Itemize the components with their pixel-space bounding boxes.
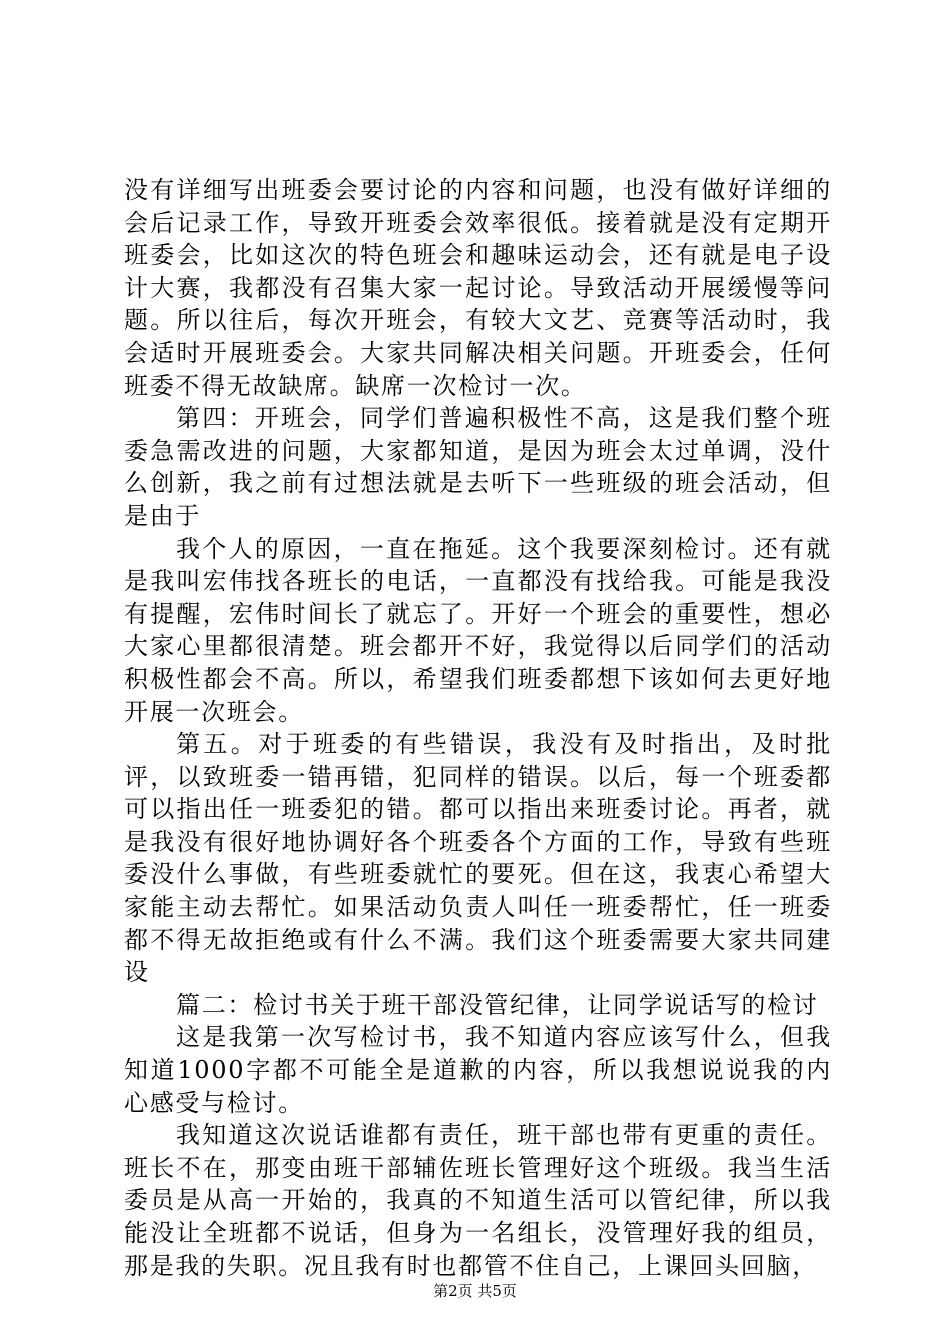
paragraph-first-self-criticism: 这是我第一次写检讨书，我不知道内容应该写什么，但我知道1000字都不可能全是道歉的内容，所以我想说说我的内心感受与检讨。 [124, 1023, 832, 1117]
document-body [124, 174, 832, 1282]
section-heading-part-two: 篇二：检讨书关于班干部没管纪律，让同学说话写的检讨 [176, 990, 819, 1019]
paragraph-personal-reason: 我个人的原因，一直在拖延。这个我要深刻检讨。还有就是我叫宏伟找各班长的电话，一直都没有找给我。可能是我没有提醒，宏伟时间长了就忘了。开好一个班会的重要性，想必大家心里都很清楚。班会都开不好，我觉得以后同学们的活动积极性都会不高。所以，希望我们班委都想下该如何去更好地开展一次班会。 [124, 534, 832, 726]
page-number-footer: 第2页 共5页 [433, 1282, 517, 1300]
paragraph-responsibility: 我知道这次说话谁都有责任，班干部也带有更重的责任。班长不在，那变由班干部辅佐班长管理好这个班级。我当生活委员是从高一开始的，我真的不知道生活可以管纪律，所以我能没让全班都不说话，但身为一名组长，没管理好我的组员，那是我的失职。况且我有时也都管不住自己，上课回头回脑， [124, 1121, 832, 1280]
paragraph-fourth-point: 第四：开班会，同学们普遍积极性不高，这是我们整个班委急需改进的问题，大家都知道，是因为班会太过单调，没什么创新，我之前有过想法就是去听下一些班级的班会活动，但是由于 [124, 404, 832, 530]
paragraph-continuation: 没有详细写出班委会要讨论的内容和问题，也没有做好详细的会后记录工作，导致开班委会效率很低。接着就是没有定期开班委会，比如这次的特色班会和趣味运动会，还有就是电子设计大赛，我都没有召集大家一起讨论。导致活动开展缓慢等问题。所以往后，每次开班会，有较大文艺、竞赛等活动时，我会适时开展班委会。大家共同解决相关问题。开班委会，任何班委不得无故缺席。缺席一次检讨一次。 [124, 176, 832, 400]
paragraph-fifth-point: 第五。对于班委的有些错误，我没有及时指出，及时批评，以致班委一错再错，犯同样的错误。以后，每一个班委都可以指出任一班委犯的错。都可以指出来班委讨论。再者，就是我没有很好地协调好各个班委各个方面的工作，导致有些班委没什么事做，有些班委就忙的要死。但在这，我衷心希望大家能主动去帮忙。如果活动负责人叫任一班委帮忙，任一班委都不得无故拒绝或有什么不满。我们这个班委需要大家共同建设 [124, 730, 832, 987]
